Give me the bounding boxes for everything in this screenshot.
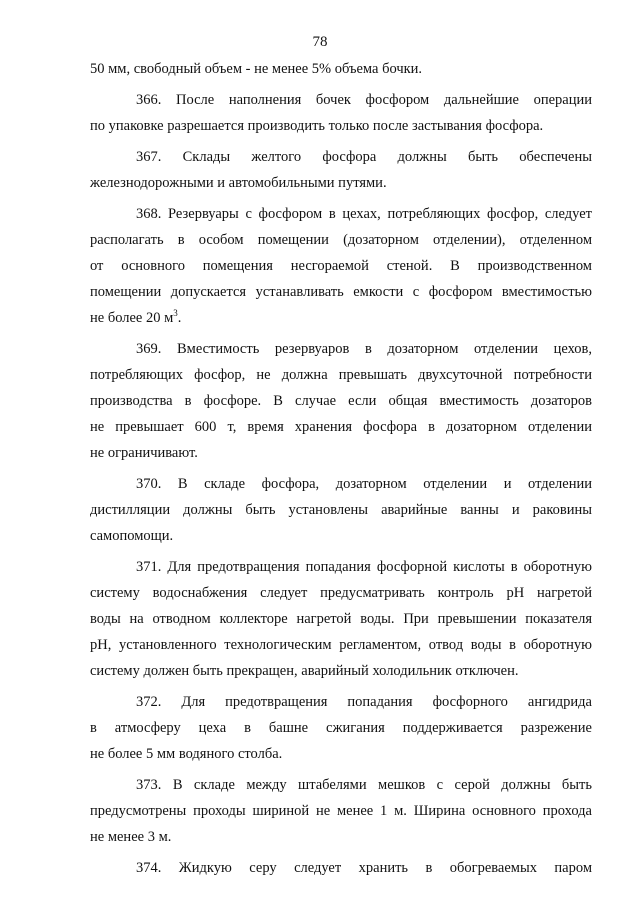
text-line: располагать в особом помещении (дозаторном отделении), отделенном [90, 232, 592, 248]
paragraph-366 [90, 87, 592, 139]
text-line: не превышает 600 т, время хранения фосфора в дозаторном отделении [90, 419, 592, 435]
text-line: воды на отводном коллекторе нагретой воды. При превышении показателя [90, 611, 592, 627]
paragraph-368 [90, 201, 592, 331]
text-line [90, 305, 592, 331]
text-line: 366. После наполнения бочек фосфором дальнейшие операции [136, 92, 592, 108]
text-line: 372. Для предотвращения попадания фосфорного ангидрида [136, 694, 592, 710]
text-line: 368. Резервуары с фосфором в цехах, потребляющих фосфор, следует [136, 206, 592, 222]
text-line: 50 мм, свободный объем - не менее 5% объема бочки. [90, 61, 423, 77]
text-line: систему водоснабжения следует предусматривать контроль pH нагретой [90, 585, 592, 601]
text-line: не ограничивают. [90, 445, 198, 461]
text-line: самопомощи. [90, 528, 174, 544]
text-line: 370. В складе фосфора, дозаторном отделении и отделении [136, 476, 592, 492]
text-line: в атмосферу цеха в башне сжигания поддерживается разрежение [90, 720, 592, 736]
text-fragment: . [177, 310, 182, 326]
text-line: не менее 3 м. [90, 829, 172, 845]
text-line: 371. Для предотвращения попадания фосфорной кислоты в оборотную [136, 559, 592, 575]
text-line: 369. Вместимость резервуаров в дозаторном отделении цехов, [136, 341, 592, 357]
paragraph-371 [90, 554, 592, 684]
text-line: потребляющих фосфор, не должна превышать двухсуточной потребности [90, 367, 592, 383]
text-line: железнодорожными и автомобильными путями. [90, 175, 387, 191]
paragraph-374 [90, 855, 592, 881]
paragraph-370 [90, 471, 592, 549]
paragraph-367 [90, 144, 592, 196]
paragraph-continuation [90, 56, 592, 82]
text-line: 373. В складе между штабелями мешков с серой должны быть [136, 777, 592, 793]
text-line: систему должен быть прекращен, аварийный холодильник отключен. [90, 663, 519, 679]
text-line: по упаковке разрешается производить только после застывания фосфора. [90, 118, 544, 134]
text-line: 367. Склады желтого фосфора должны быть обеспечены [136, 149, 592, 165]
paragraph-369 [90, 336, 592, 466]
text-line: не более 5 мм водяного столба. [90, 746, 283, 762]
text-fragment: не более 20 м [90, 310, 174, 326]
text-line: от основного помещения несгораемой стеной. В производственном [90, 258, 592, 274]
page-number: 78 [312, 34, 328, 50]
text-line: помещении допускается устанавливать емкости с фосфором вместимостью [90, 284, 592, 300]
paragraph-373 [90, 772, 592, 850]
paragraph-372 [90, 689, 592, 767]
text-line: 374. Жидкую серу следует хранить в обогреваемых паром [136, 860, 592, 876]
text-line: дистилляции должны быть установлены аварийные ванны и раковины [90, 502, 592, 518]
text-line: предусмотрены проходы шириной не менее 1 м. Ширина основного прохода [90, 803, 592, 819]
document-body [90, 56, 592, 881]
text-line: pH, установленного технологическим регламентом, отвод воды в оборотную [90, 637, 592, 653]
text-line: производства в фосфоре. В случае если общая вместимость дозаторов [90, 393, 592, 409]
superscript: 3 [173, 308, 178, 318]
